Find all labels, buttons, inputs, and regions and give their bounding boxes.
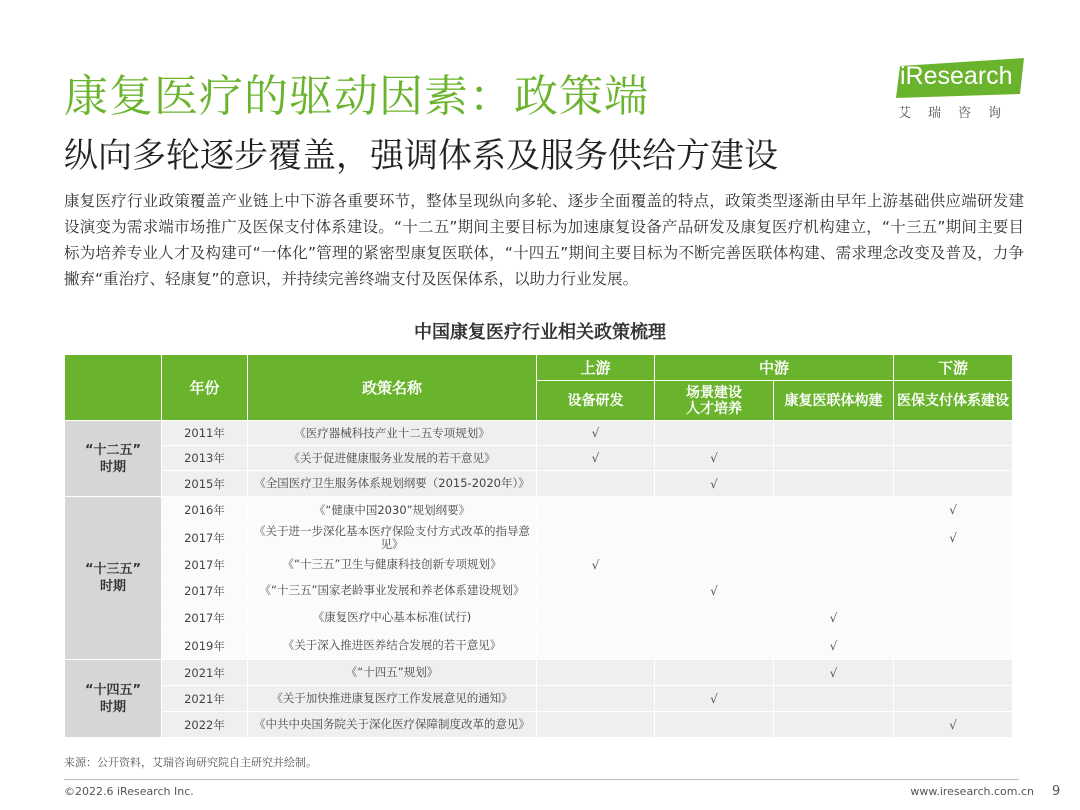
table-row [65,552,1013,578]
table-row [65,660,1013,686]
policy-name-cell: 《“健康中国2030”规划纲要》 [248,497,537,524]
header-downstream: 下游 [894,355,1013,381]
policy-table [64,354,1013,738]
equipment-check [537,632,655,660]
page-subtitle: 纵向多轮逐步覆盖，强调体系及服务供给方建设 [64,136,778,176]
description-paragraph: 康复医疗行业政策覆盖产业链上中下游各重要环节，整体呈现纵向多轮、逐步全面覆盖的特点，政策类型逐渐由早年上游基础供应端研发建设演变为需求端市场推广及医保支付体系建设。“十二五”期间主要目标为加速康复设备产品研发及康复医疗机构建立，“十三五”期间主要目标为培养专业人才及构建可“一体化”管理的紧密型康复医联体，“十四五”期间主要目标为不断完善医联体构建、需求理念改变及普及，力争撇弃“重治疗、轻康复”的意识，并持续完善终端支付及医保体系，以助力行业发展。 [64,192,1024,288]
policy-name-cell: 《关于促进健康服务业发展的若干意见》 [248,446,537,471]
talent-check [655,712,774,738]
year-cell: 2017年 [162,524,248,552]
table-row [65,632,1013,660]
period-label: “十四五” 时期 [65,660,162,738]
table-row [65,604,1013,632]
alliance-check [774,712,894,738]
table-row [65,421,1013,446]
period-label: “十三五” 时期 [65,497,162,660]
insurance-check [894,632,1013,660]
policy-name-cell: 《“十四五”规划》 [248,660,537,686]
header-midstream: 中游 [655,355,894,381]
footer-divider [64,779,1019,780]
year-cell: 2015年 [162,471,248,497]
policy-name-cell: 《全国医疗卫生服务体系规划纲要（2015-2020年）》 [248,471,537,497]
logo-cn-text: 艾瑞咨询 [898,106,1019,121]
table-row [65,471,1013,497]
insurance-check: √ [894,524,1013,552]
policy-name-cell: 《“十三五”国家老龄事业发展和养老体系建设规划》 [248,578,537,604]
insurance-check [894,552,1013,578]
source-note: 来源：公开资料，艾瑞咨询研究院自主研究并绘制。 [64,756,317,769]
header-year: 年份 [162,355,248,421]
year-cell: 2021年 [162,686,248,712]
talent-check: √ [655,471,774,497]
table-row [65,712,1013,738]
page-title: 康复医疗的驱动因素：政策端 [64,71,649,122]
policy-name-cell: 《关于加快推进康复医疗工作发展意见的通知》 [248,686,537,712]
year-cell: 2021年 [162,660,248,686]
insurance-check [894,446,1013,471]
talent-check [655,524,774,552]
website-link[interactable]: www.iresearch.com.cn [910,785,1034,798]
talent-check [655,497,774,524]
alliance-check [774,497,894,524]
talent-check: √ [655,446,774,471]
copyright: ©2022.6 iResearch Inc. [64,785,194,798]
header-talent: 场景建设 人才培养 [655,381,774,421]
year-cell: 2017年 [162,552,248,578]
policy-name-cell: 《医疗器械科技产业十二五专项规划》 [248,421,537,446]
policy-name-cell: 《关于深入推进医养结合发展的若干意见》 [248,632,537,660]
policy-name-cell: 《康复医疗中心基本标准(试行) [248,604,537,632]
alliance-check [774,421,894,446]
header-policy-name: 政策名称 [248,355,537,421]
year-cell: 2016年 [162,497,248,524]
insurance-check [894,421,1013,446]
equipment-check [537,660,655,686]
talent-check [655,604,774,632]
table-row [65,578,1013,604]
year-cell: 2022年 [162,712,248,738]
policy-table-body [65,421,1013,738]
logo-text: iResearch [900,62,1013,90]
year-cell: 2019年 [162,632,248,660]
year-cell: 2013年 [162,446,248,471]
insurance-check [894,686,1013,712]
page-number: 9 [1052,784,1061,799]
equipment-check [537,497,655,524]
insurance-check [894,578,1013,604]
policy-name-cell: 《“十三五”卫生与健康科技创新专项规划》 [248,552,537,578]
equipment-check [537,712,655,738]
alliance-check: √ [774,604,894,632]
policy-name-cell: 《关于进一步深化基本医疗保险支付方式改革的指导意见》 [248,524,537,552]
year-cell: 2017年 [162,604,248,632]
talent-check: √ [655,578,774,604]
alliance-check [774,524,894,552]
talent-check [655,632,774,660]
header-blank [65,355,162,421]
header-upstream: 上游 [537,355,655,381]
table-title: 中国康复医疗行业相关政策梳理 [414,322,666,343]
alliance-check [774,686,894,712]
equipment-check: √ [537,446,655,471]
equipment-check [537,686,655,712]
talent-check [655,552,774,578]
alliance-check [774,446,894,471]
policy-name-cell: 《中共中央国务院关于深化医疗保障制度改革的意见》 [248,712,537,738]
talent-check [655,660,774,686]
alliance-check [774,471,894,497]
table-row [65,686,1013,712]
header-equipment: 设备研发 [537,381,655,421]
table-row [65,497,1013,524]
talent-check [655,421,774,446]
header-alliance: 康复医联体构建 [774,381,894,421]
table-row [65,524,1013,552]
insurance-check [894,471,1013,497]
talent-check: √ [655,686,774,712]
equipment-check [537,471,655,497]
alliance-check: √ [774,660,894,686]
table-row [65,446,1013,471]
header-insurance: 医保支付体系建设 [894,381,1013,421]
equipment-check [537,604,655,632]
equipment-check [537,578,655,604]
equipment-check: √ [537,552,655,578]
insurance-check [894,660,1013,686]
insurance-check: √ [894,497,1013,524]
equipment-check [537,524,655,552]
insurance-check [894,604,1013,632]
period-label: “十二五” 时期 [65,421,162,497]
equipment-check: √ [537,421,655,446]
alliance-check: √ [774,632,894,660]
alliance-check [774,578,894,604]
insurance-check: √ [894,712,1013,738]
year-cell: 2017年 [162,578,248,604]
alliance-check [774,552,894,578]
year-cell: 2011年 [162,421,248,446]
iresearch-logo [894,58,1024,120]
